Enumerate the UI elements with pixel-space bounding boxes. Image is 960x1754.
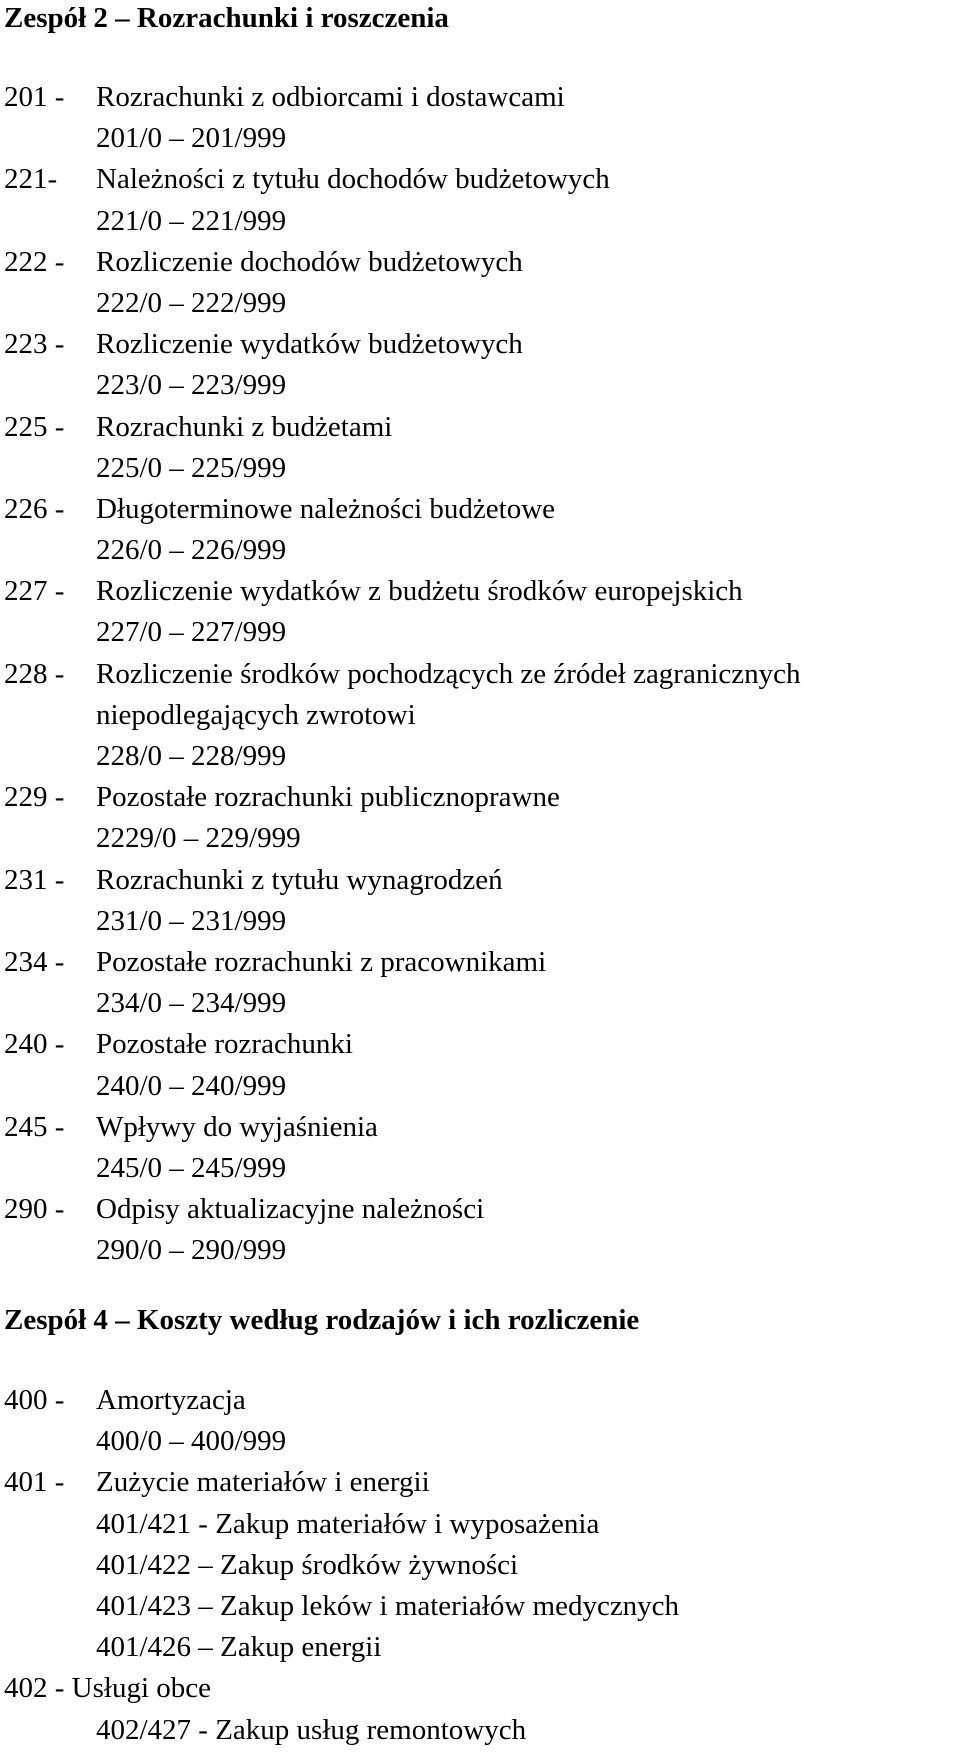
account-code: 231 -: [4, 863, 65, 896]
account-name: Rozliczenie wydatków z budżetu środków europejskich: [96, 575, 743, 608]
sub-account-range: 245/0 – 245/999: [96, 1151, 287, 1184]
account-name: Zużycie materiałów i energii: [96, 1466, 430, 1499]
sub-account-range: 222/0 – 222/999: [96, 286, 287, 319]
account-name: Pozostałe rozrachunki z pracownikami: [96, 945, 547, 978]
account-code: 228 -: [4, 657, 65, 690]
account-name: Pozostałe rozrachunki: [96, 1028, 353, 1061]
account-entry: [4, 942, 801, 983]
account-entry: [4, 571, 801, 612]
account-code: 401 -: [4, 1466, 65, 1499]
account-name: Pozostałe rozrachunki publicznoprawne: [96, 781, 560, 814]
account-code: 290 -: [4, 1193, 65, 1226]
account-entry: [4, 324, 801, 365]
account-code: 222 -: [4, 245, 65, 278]
account-code: 223 -: [4, 328, 65, 361]
account-entry: [4, 1462, 679, 1503]
account-entry: [4, 860, 801, 901]
sub-account-range: 201/0 – 201/999: [96, 122, 287, 155]
sub-account-range: 401/421 - Zakup materiałów i wyposażenia: [96, 1507, 600, 1540]
account-name: Należności z tytułu dochodów budżetowych: [96, 163, 610, 196]
sub-account-range: 223/0 – 223/999: [96, 369, 287, 402]
sub-account-range: 402/427 - Zakup usług remontowych: [96, 1713, 527, 1746]
account-code: 240 -: [4, 1028, 65, 1061]
account-entry: [4, 1380, 679, 1421]
sub-account-range: niepodlegających zwrotowi: [96, 698, 416, 731]
account-code: 226 -: [4, 492, 65, 525]
account-entry: [4, 159, 801, 200]
account-entry: 402 - Usługi obce: [4, 1672, 211, 1705]
sub-account-range: 227/0 – 227/999: [96, 616, 287, 649]
account-list: [4, 1380, 679, 1751]
sub-account-range: 228/0 – 228/999: [96, 740, 287, 772]
account-code: 227 -: [4, 575, 65, 608]
account-code: 225 -: [4, 410, 65, 443]
sub-account-range: 231/0 – 231/999: [96, 904, 287, 937]
account-code: 400 -: [4, 1384, 65, 1416]
account-name: Rozrachunki z budżetami: [96, 410, 393, 443]
sub-account-range: 234/0 – 234/999: [96, 987, 287, 1020]
account-entry: [4, 1024, 801, 1065]
account-entry: [4, 1189, 801, 1230]
account-name: Amortyzacja: [96, 1384, 246, 1416]
sub-account-range: 400/0 – 400/999: [96, 1425, 287, 1458]
sub-account-range: 401/423 – Zakup leków i materiałów medycznych: [96, 1589, 680, 1622]
section-heading: Zespół 2 – Rozrachunki i roszczenia: [4, 2, 449, 34]
account-list: [4, 77, 801, 1271]
account-entry: [4, 489, 801, 530]
sub-account-range: 225/0 – 225/999: [96, 451, 287, 484]
account-name: Rozrachunki z tytułu wynagrodzeń: [96, 863, 503, 896]
account-entry: [4, 777, 801, 818]
sub-account-range: 221/0 – 221/999: [96, 204, 287, 237]
account-name: Rozrachunki z odbiorcami i dostawcami: [96, 81, 565, 113]
sub-account-range: 2229/0 – 229/999: [96, 822, 301, 855]
account-name: Odpisy aktualizacyjne należności: [96, 1193, 485, 1226]
account-name: Rozliczenie dochodów budżetowych: [96, 245, 523, 278]
account-name: Rozliczenie wydatków budżetowych: [96, 328, 523, 361]
account-code: 201 -: [4, 81, 65, 113]
account-entry: [4, 1107, 801, 1148]
section-heading: Zespół 4 – Koszty według rodzajów i ich rozliczenie: [4, 1304, 640, 1336]
account-code: 221-: [4, 163, 58, 196]
sub-account-range: 401/422 – Zakup środków żywności: [96, 1548, 519, 1581]
account-entry: [4, 654, 801, 695]
sub-account-range: 226/0 – 226/999: [96, 534, 287, 567]
account-code: 234 -: [4, 945, 65, 978]
account-name: Wpływy do wyjaśnienia: [96, 1110, 378, 1143]
account-entry: [4, 407, 801, 448]
account-name: Długoterminowe należności budżetowe: [96, 492, 556, 525]
account-name: Rozliczenie środków pochodzących ze źródeł zagranicznych: [96, 657, 801, 690]
account-code: 229 -: [4, 781, 65, 814]
account-entry: [4, 77, 801, 118]
sub-account-range: 401/426 – Zakup energii: [96, 1631, 382, 1664]
account-entry: [4, 242, 801, 283]
sub-account-range: 240/0 – 240/999: [96, 1069, 287, 1102]
sub-account-range: 290/0 – 290/999: [96, 1234, 287, 1267]
account-code: 245 -: [4, 1110, 65, 1143]
